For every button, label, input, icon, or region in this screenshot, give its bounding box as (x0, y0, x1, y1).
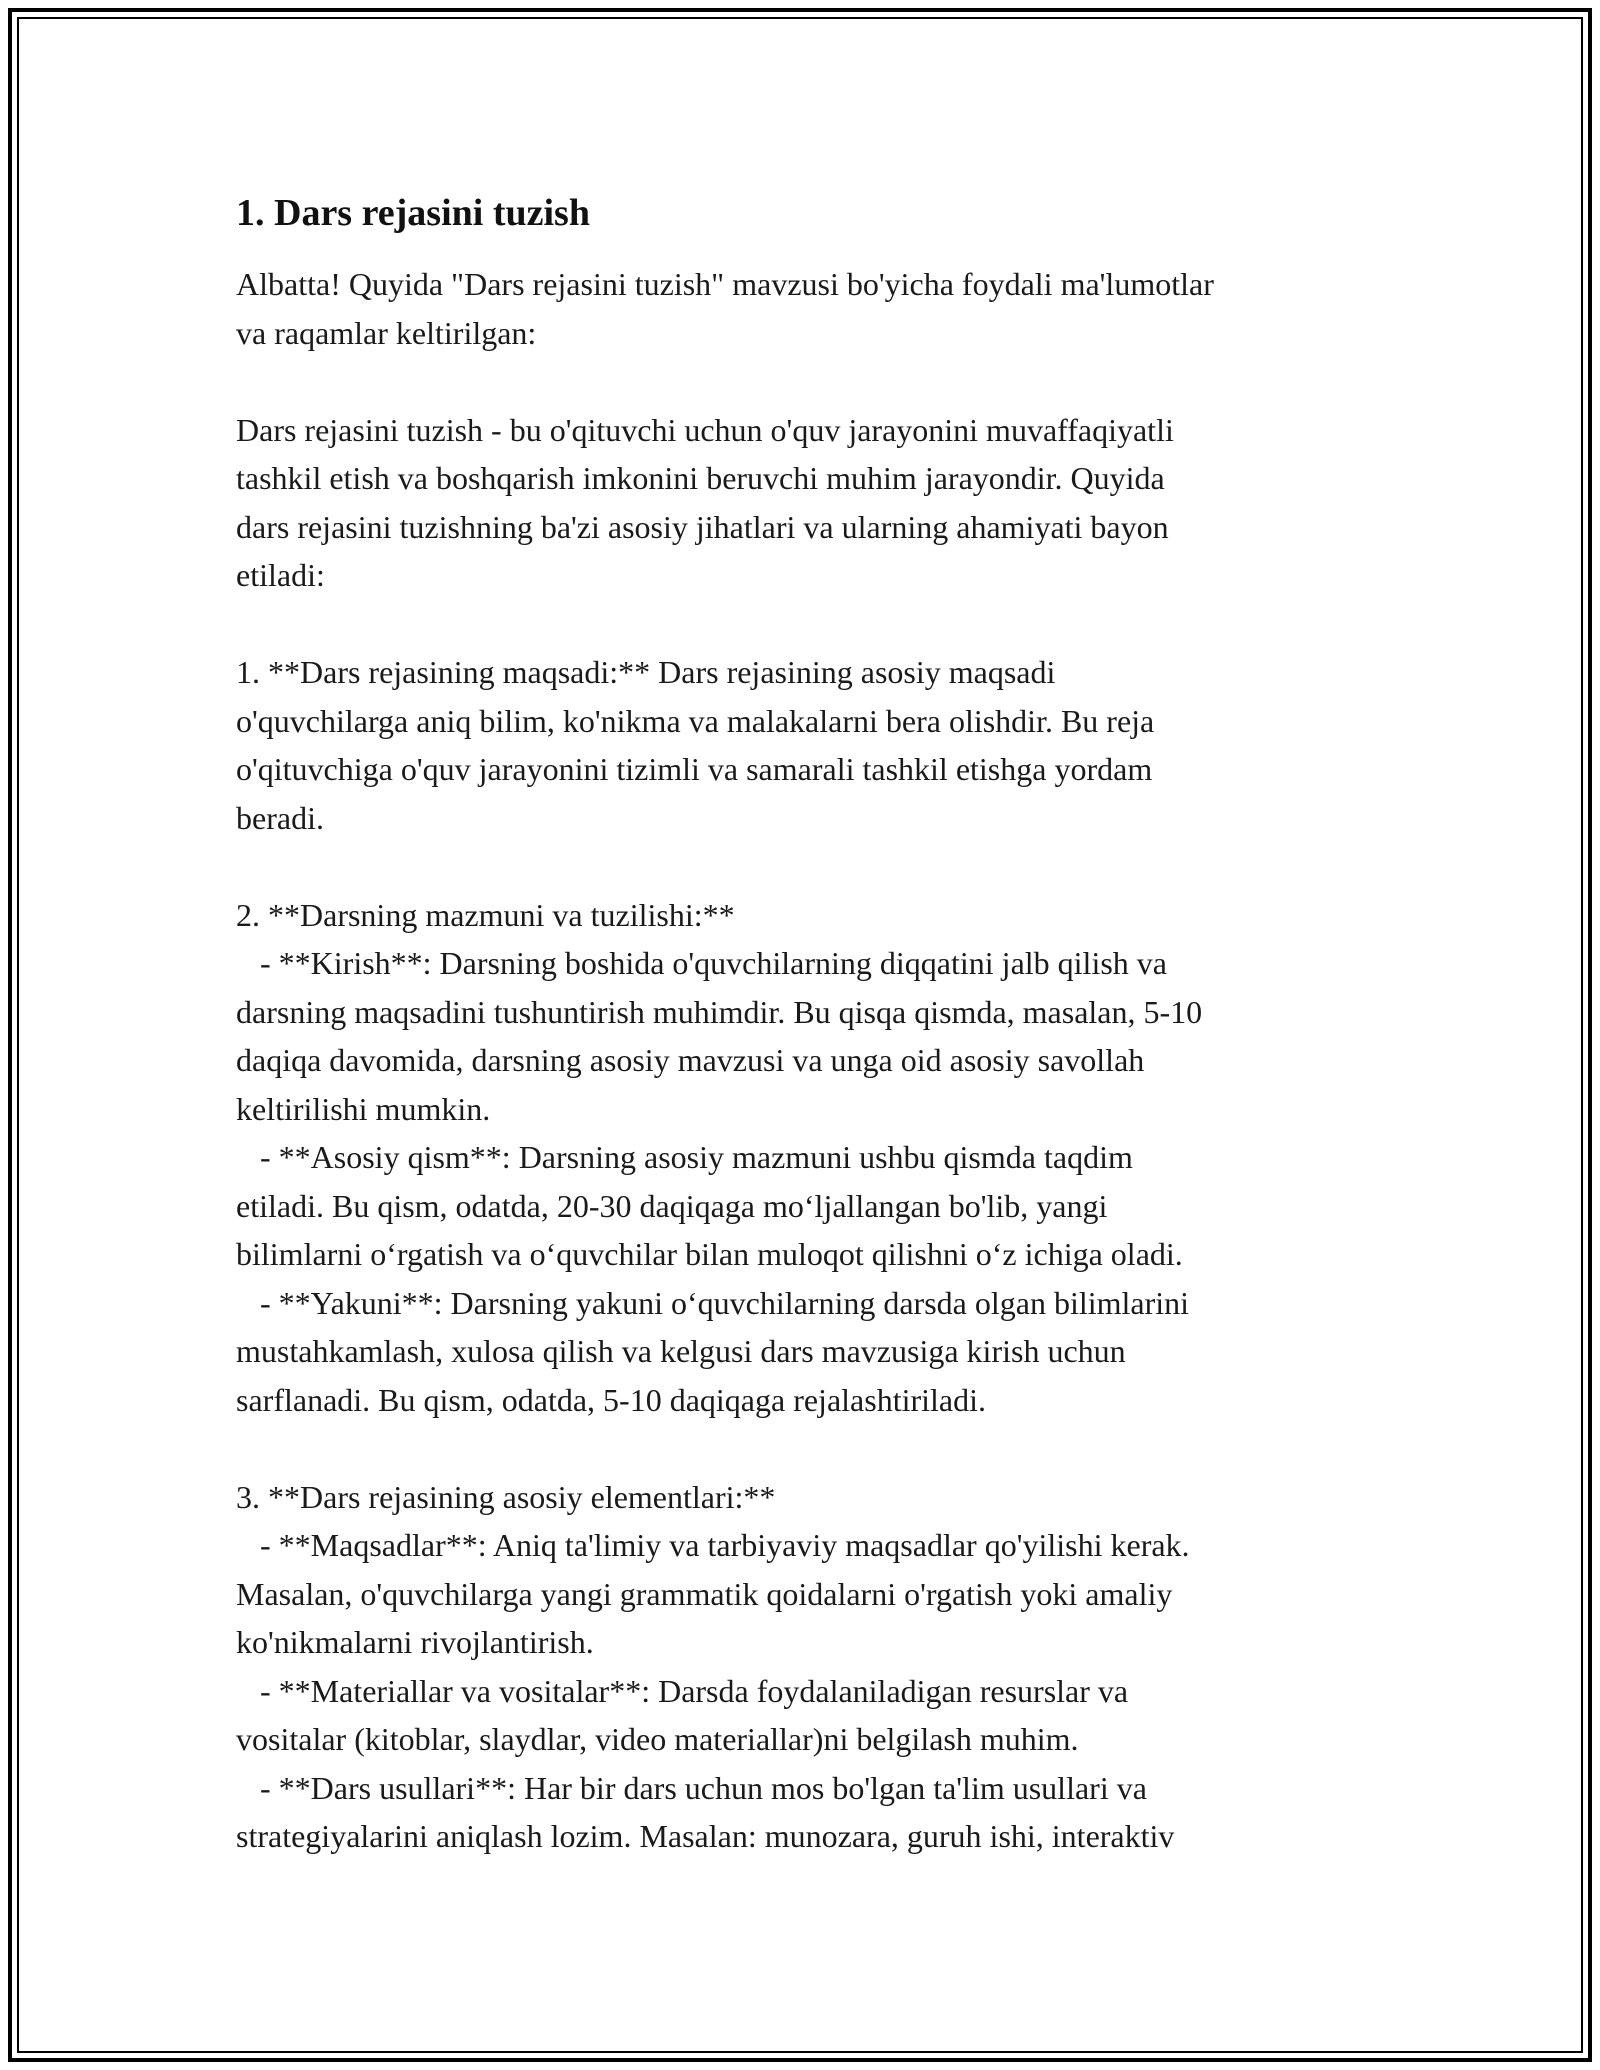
document-body (236, 188, 1376, 1861)
text-line: dars rejasini tuzishning ba'zi asosiy jihatlari va ularning ahamiyati bayon (236, 508, 1169, 545)
blank-line (236, 842, 1376, 891)
text-line: Albatta! Quyida "Dars rejasini tuzish" mavzusi bo'yicha foydali ma'lumotlar (236, 266, 1214, 302)
blank-line (236, 357, 1376, 406)
text-line: etiladi. Bu qism, odatda, 20-30 daqiqaga moʻljallangan bo'lib, yangi (236, 1187, 1108, 1224)
text-line: - **Asosiy qism**: Darsning asosiy mazmuni ushbu qismda taqdim (236, 1139, 1133, 1175)
text-line: o'qituvchiga o'quv jarayonini tizimli va samarali tashkil etishga yordam (236, 751, 1153, 787)
text-line: sarflanadi. Bu qism, odatda, 5-10 daqiqaga rejalashtiriladi. (236, 1381, 986, 1418)
text-line: daqiqa davomida, darsning asosiy mavzusi va unga oid asosiy savollah (236, 1042, 1145, 1078)
text-line: - **Maqsadlar**: Aniq ta'limiy va tarbiyaviy maqsadlar qo'yilishi kerak. (236, 1527, 1190, 1563)
text-line: strategiyalarini aniqlash lozim. Masalan: munozara, guruh ishi, interaktiv (236, 1818, 1175, 1854)
text-line: keltirilishi mumkin. (236, 1090, 491, 1127)
text-line: darsning maqsadini tushuntirish muhimdir. Bu qisqa qismda, masalan, 5-10 (236, 993, 1203, 1030)
blank-line (236, 600, 1376, 649)
text-line: ko'nikmalarni rivojlantirish. (236, 1624, 594, 1660)
text-line: bilimlarni oʻrgatish va oʻquvchilar bilan muloqot qilishni oʻz ichiga oladi. (236, 1236, 1183, 1272)
text-line: o'quvchilarga aniq bilim, ko'nikma va malakalarni bera olishdir. Bu reja (236, 702, 1155, 739)
text-line: etiladi: (236, 557, 325, 593)
text-line: tashkil etish va boshqarish imkonini beruvchi muhim jarayondir. Quyida (236, 460, 1165, 496)
text-line: - **Dars usullari**: Har bir dars uchun mos bo'lgan ta'lim usullari va (236, 1769, 1147, 1806)
text-line: 2. **Darsning mazmuni va tuzilishi:** (236, 896, 735, 933)
text-line: 3. **Dars rejasining asosiy elementlari:** (236, 1478, 776, 1515)
text-line: - **Kirish**: Darsning boshida o'quvchilarning diqqatini jalb qilish va (236, 945, 1167, 981)
text-line: - **Materiallar va vositalar**: Darsda foydalaniladigan resurslar va (236, 1672, 1129, 1709)
text-line: mustahkamlash, xulosa qilish va kelgusi dars mavzusiga kirish uchun (236, 1333, 1126, 1369)
text-line: va raqamlar keltirilgan: (236, 314, 537, 351)
text-line: 1. **Dars rejasining maqsadi:** Dars rejasining asosiy maqsadi (236, 654, 1056, 690)
text-line: Dars rejasini tuzish - bu o'qituvchi uchun o'quv jarayonini muvaffaqiyatli (236, 411, 1174, 448)
text-line: Masalan, o'quvchilarga yangi grammatik qoidalarni o'rgatish yoki amaliy (236, 1575, 1173, 1612)
blank-line (236, 1424, 1376, 1473)
document-heading: 1. Dars rejasini tuzish (236, 192, 590, 234)
text-line: vositalar (kitoblar, slaydlar, video materiallar)ni belgilash muhim. (236, 1721, 1079, 1757)
text-line: - **Yakuni**: Darsning yakuni oʻquvchilarning darsda olgan bilimlarini (236, 1284, 1190, 1321)
text-line: beradi. (236, 799, 324, 836)
document-text (236, 260, 1376, 1861)
